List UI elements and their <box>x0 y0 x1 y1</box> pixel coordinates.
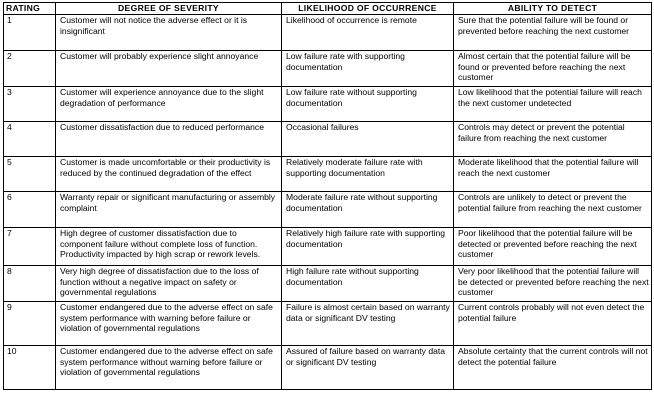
table-row <box>4 122 652 157</box>
table-body <box>4 15 652 390</box>
occurrence-cell: Relatively moderate failure rate with supporting documentation <box>282 157 454 192</box>
table-row <box>4 302 652 346</box>
rating-cell: 5 <box>4 157 56 192</box>
occurrence-cell: Moderate failure rate without supporting documentation <box>282 192 454 228</box>
header-occurrence: LIKELIHOOD OF OCCURRENCE <box>282 3 454 15</box>
severity-cell: Customer dissatisfaction due to reduced performance <box>56 122 282 157</box>
header-severity: DEGREE OF SEVERITY <box>56 3 282 15</box>
table-row <box>4 51 652 87</box>
detection-cell: Almost certain that the potential failure will be found or prevented before reaching the next customer <box>454 51 652 87</box>
detection-cell: Absolute certainty that the current controls will not detect the potential failure <box>454 346 652 390</box>
severity-cell: Customer will probably experience slight annoyance <box>56 51 282 87</box>
severity-cell: Customer endangered due to the adverse effect on safe system performance without warning before failure or violation of governmental regulations <box>56 346 282 390</box>
detection-cell: Current controls probably will not even detect the potential failure <box>454 302 652 346</box>
table-row <box>4 228 652 266</box>
table-header <box>4 3 652 15</box>
detection-cell: Poor likelihood that the potential failure will be detected or prevented before reaching the next customer <box>454 228 652 266</box>
severity-cell: Customer will experience annoyance due to the slight degradation of performance <box>56 87 282 122</box>
rating-cell: 2 <box>4 51 56 87</box>
table-row <box>4 15 652 51</box>
occurrence-cell: Low failure rate without supporting documentation <box>282 87 454 122</box>
detection-cell: Very poor likelihood that the potential failure will be detected or prevented before reaching the next customer <box>454 266 652 302</box>
header-detection: ABILITY TO DETECT <box>454 3 652 15</box>
severity-cell: Customer will not notice the adverse effect or it is insignificant <box>56 15 282 51</box>
rating-cell: 9 <box>4 302 56 346</box>
rating-cell: 8 <box>4 266 56 302</box>
rating-cell: 1 <box>4 15 56 51</box>
occurrence-cell: High failure rate without supporting documentation <box>282 266 454 302</box>
occurrence-cell: Likelihood of occurrence is remote <box>282 15 454 51</box>
occurrence-cell: Failure is almost certain based on warranty data or significant DV testing <box>282 302 454 346</box>
rating-cell: 7 <box>4 228 56 266</box>
rating-cell: 6 <box>4 192 56 228</box>
detection-cell: Controls may detect or prevent the potential failure from reaching the next customer <box>454 122 652 157</box>
occurrence-cell: Occasional failures <box>282 122 454 157</box>
rating-cell: 3 <box>4 87 56 122</box>
severity-cell: Very high degree of dissatisfaction due to the loss of function without a negative impact on safety or governmental regulations <box>56 266 282 302</box>
occurrence-cell: Assured of failure based on warranty data or significant DV testing <box>282 346 454 390</box>
rating-cell: 4 <box>4 122 56 157</box>
detection-cell: Moderate likelihood that the potential failure will reach the next customer <box>454 157 652 192</box>
detection-cell: Sure that the potential failure will be found or prevented before reaching the next customer <box>454 15 652 51</box>
detection-cell: Controls are unlikely to detect or prevent the potential failure from reaching the next customer <box>454 192 652 228</box>
severity-cell: Customer endangered due to the adverse effect on safe system performance with warning before failure or violation of governmental regulations <box>56 302 282 346</box>
fmea-rating-table <box>3 2 652 390</box>
table-row <box>4 346 652 390</box>
table-row <box>4 192 652 228</box>
occurrence-cell: Low failure rate with supporting documentation <box>282 51 454 87</box>
occurrence-cell: Relatively high failure rate with supporting documentation <box>282 228 454 266</box>
detection-cell: Low likelihood that the potential failure will reach the next customer undetected <box>454 87 652 122</box>
header-rating: RATING <box>4 3 56 15</box>
table-row <box>4 157 652 192</box>
rating-cell: 10 <box>4 346 56 390</box>
severity-cell: Warranty repair or significant manufacturing or assembly complaint <box>56 192 282 228</box>
table-row <box>4 266 652 302</box>
table-row <box>4 87 652 122</box>
header-row <box>4 3 652 15</box>
severity-cell: High degree of customer dissatisfaction due to component failure without complete loss of function. Productivity impacted by high scrap or rework levels. <box>56 228 282 266</box>
severity-cell: Customer is made uncomfortable or their productivity is reduced by the continued degradation of the effect <box>56 157 282 192</box>
